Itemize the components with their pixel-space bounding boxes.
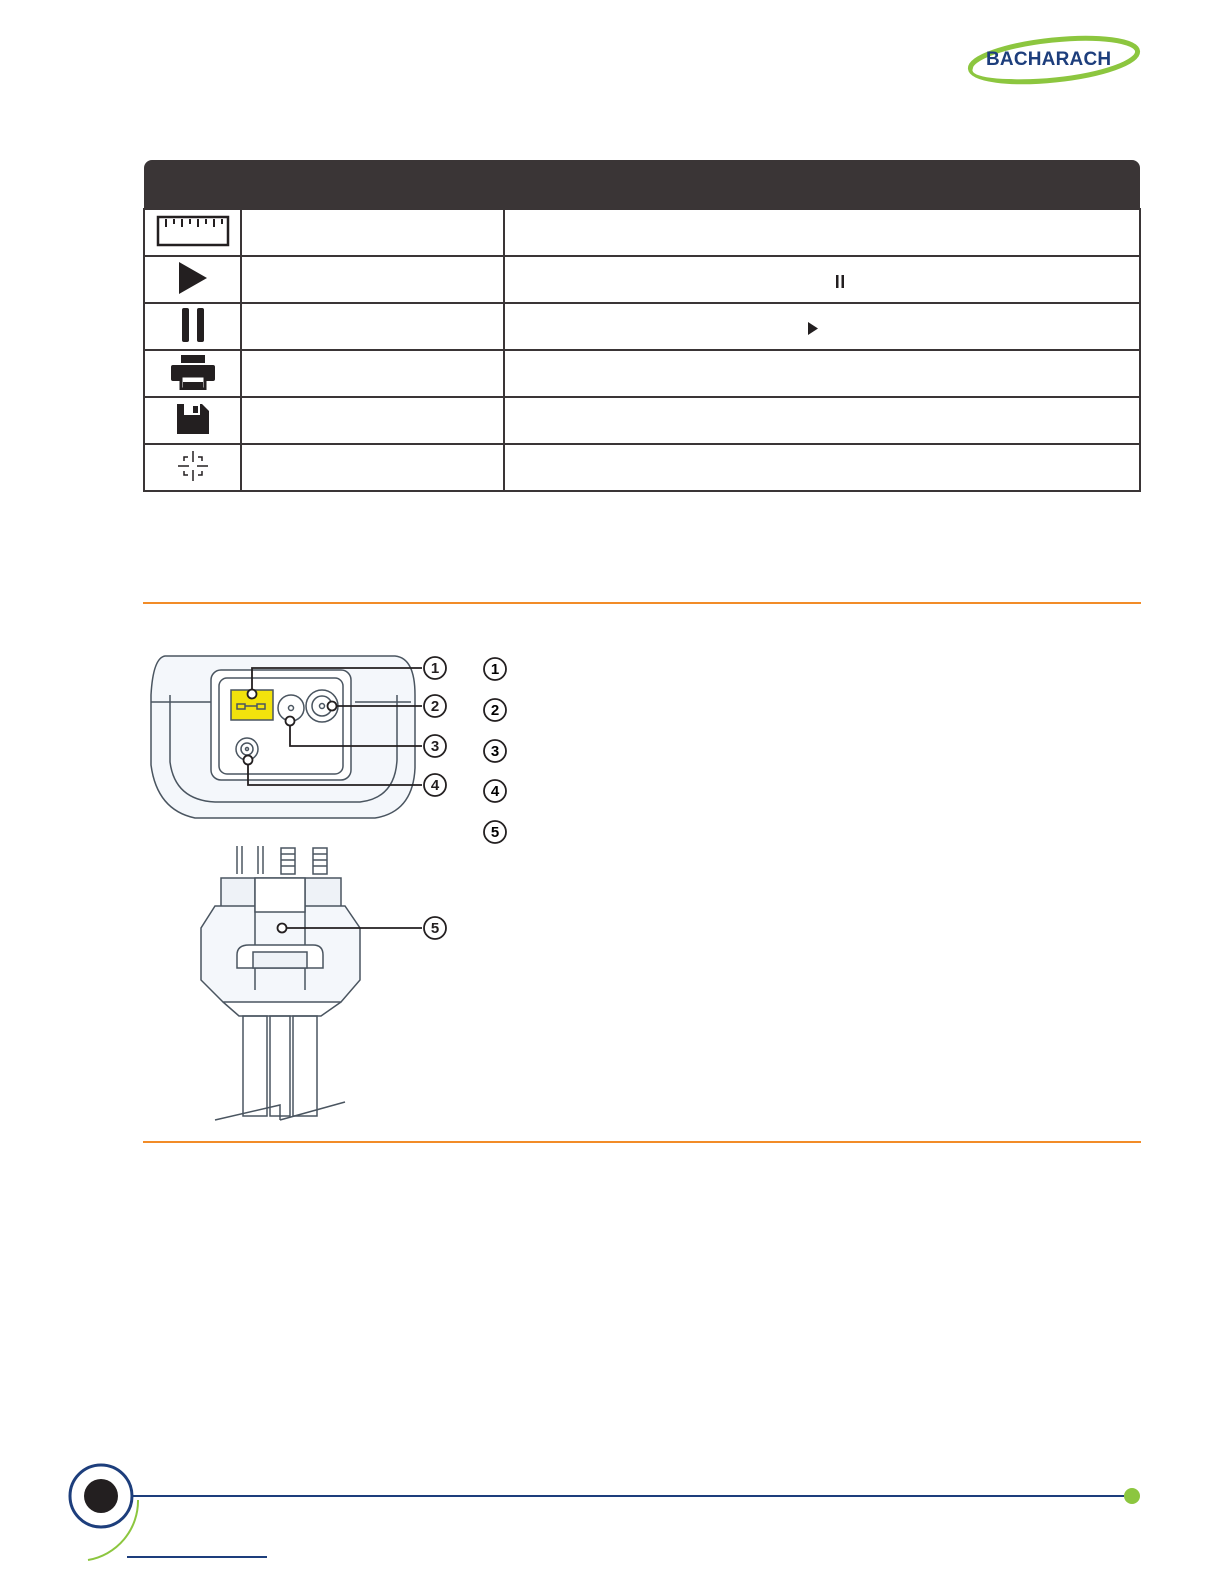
table-header-row [144,160,1140,209]
pause-icon [144,303,241,350]
section-rule-bottom [143,1141,1141,1143]
row-name [241,397,504,444]
ruler-icon [144,209,241,256]
legend-number: 2 [490,702,500,719]
header-cell-name [241,160,504,209]
table-row [144,350,1140,397]
header-cell-icon [144,160,241,209]
row-description [504,350,1140,397]
row-name [241,350,504,397]
instrument-connector-illustration [145,650,455,1130]
table-row [144,444,1140,491]
table-row [144,209,1140,256]
floppy-disk-icon [144,397,241,444]
row-name [241,303,504,350]
legend-item [482,656,508,682]
legend-item [482,819,508,845]
toolbar-icon-table [143,160,1141,492]
printer-icon [144,350,241,397]
callout-4: 4 [430,777,440,794]
footer-link-underline [127,1556,267,1558]
callout-5: 5 [430,920,440,937]
legend-number: 4 [490,783,500,800]
row-description [504,256,1140,303]
row-name [241,256,504,303]
play-icon [807,322,819,335]
logo-wordmark: BACHARACH [986,49,1112,70]
row-description [504,303,1140,350]
legend-number: 3 [490,743,500,760]
row-description [504,209,1140,256]
header-cell-description [504,160,1140,209]
callout-3: 3 [430,738,440,755]
table-row [144,397,1140,444]
row-name [241,444,504,491]
row-description [504,444,1140,491]
play-icon [144,256,241,303]
crosshair-icon [144,444,241,491]
legend-number: 1 [490,661,500,678]
bacharach-logo [966,34,1142,86]
legend-number: 5 [490,824,500,841]
callout-2: 2 [430,698,440,715]
legend-item [482,697,508,723]
row-description [504,397,1140,444]
callout-1: 1 [430,660,440,677]
pause-icon [835,275,845,288]
row-name [241,209,504,256]
legend-item [482,738,508,764]
table-row [144,303,1140,350]
connector-diagram [145,650,455,1130]
section-rule-top [143,602,1141,604]
table-row [144,256,1140,303]
legend-item [482,778,508,804]
